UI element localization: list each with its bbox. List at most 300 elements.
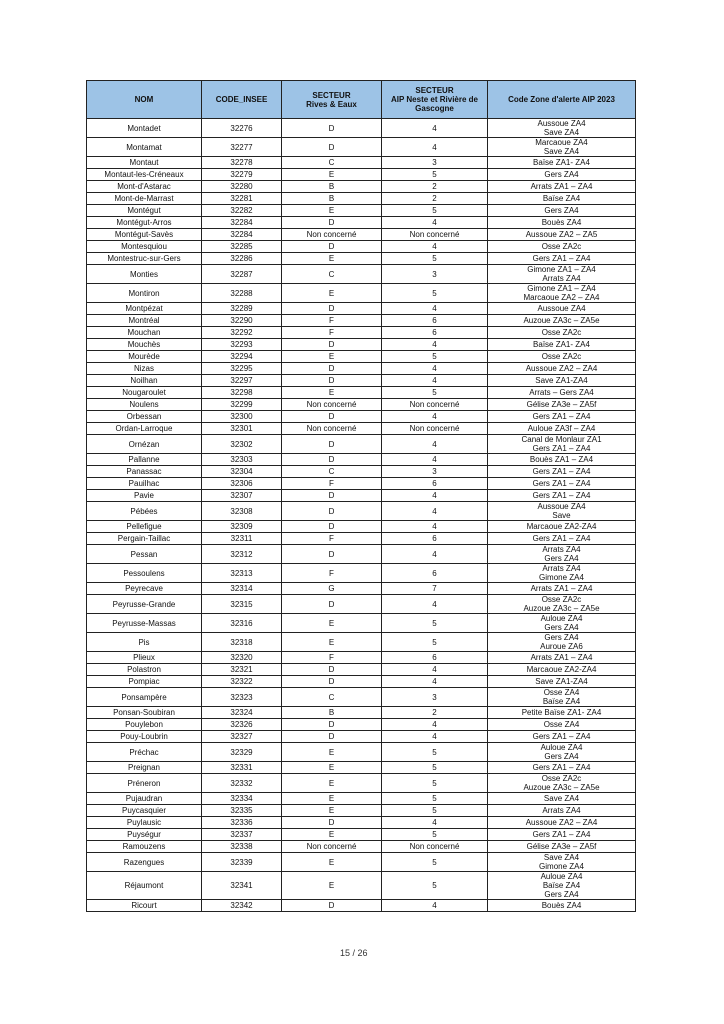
cell-code-insee: 32300 (202, 411, 282, 423)
table-row (87, 138, 636, 157)
header-nom: NOM (87, 81, 202, 119)
header-row (87, 81, 636, 119)
table-row (87, 303, 636, 315)
cell-code-zone-alerte: Arrats ZA1 – ZA4 (488, 583, 636, 595)
cell-nom: Montestruc-sur-Gers (87, 253, 202, 265)
cell-secteur-rives-eaux: D (282, 363, 382, 375)
cell-secteur-aip: 5 (382, 762, 488, 774)
table-row (87, 217, 636, 229)
cell-nom: Montesquiou (87, 241, 202, 253)
cell-code-zone-alerte: Gers ZA4 (488, 169, 636, 181)
table-row (87, 205, 636, 217)
cell-nom: Montaut (87, 157, 202, 169)
cell-code-insee: 32312 (202, 545, 282, 564)
cell-secteur-aip: Non concerné (382, 423, 488, 435)
cell-secteur-rives-eaux: D (282, 595, 382, 614)
cell-code-insee: 32332 (202, 774, 282, 793)
cell-code-zone-alerte: Gers ZA4 Auroue ZA6 (488, 633, 636, 652)
cell-code-insee: 32294 (202, 351, 282, 363)
cell-secteur-aip: 3 (382, 688, 488, 707)
cell-secteur-aip: 4 (382, 375, 488, 387)
cell-nom: Pauilhac (87, 478, 202, 490)
cell-secteur-rives-eaux: D (282, 521, 382, 533)
cell-nom: Pis (87, 633, 202, 652)
cell-code-insee: 32338 (202, 841, 282, 853)
table-row (87, 664, 636, 676)
cell-code-zone-alerte: Auzoue ZA3c – ZA5e (488, 315, 636, 327)
communes-table (86, 80, 636, 912)
cell-secteur-rives-eaux: E (282, 284, 382, 303)
cell-secteur-aip: 4 (382, 454, 488, 466)
cell-secteur-rives-eaux: D (282, 411, 382, 423)
cell-secteur-aip: 3 (382, 466, 488, 478)
cell-secteur-aip: 4 (382, 545, 488, 564)
cell-secteur-aip: 6 (382, 327, 488, 339)
cell-secteur-aip: 5 (382, 853, 488, 872)
cell-nom: Montiron (87, 284, 202, 303)
cell-code-zone-alerte: Auloue ZA4 Gers ZA4 (488, 614, 636, 633)
cell-secteur-rives-eaux: D (282, 138, 382, 157)
cell-secteur-aip: 4 (382, 435, 488, 454)
table-row (87, 762, 636, 774)
cell-secteur-rives-eaux: E (282, 387, 382, 399)
cell-code-zone-alerte: Bouès ZA4 (488, 217, 636, 229)
cell-code-zone-alerte: Aussoue ZA4 (488, 303, 636, 315)
cell-code-insee: 32303 (202, 454, 282, 466)
cell-nom: Pessoulens (87, 564, 202, 583)
cell-nom: Noilhan (87, 375, 202, 387)
cell-secteur-rives-eaux: Non concerné (282, 229, 382, 241)
cell-nom: Puycasquier (87, 805, 202, 817)
cell-code-insee: 32323 (202, 688, 282, 707)
cell-secteur-aip: 5 (382, 805, 488, 817)
cell-secteur-aip: 4 (382, 502, 488, 521)
cell-secteur-aip: 2 (382, 193, 488, 205)
table-row (87, 676, 636, 688)
cell-nom: Razengues (87, 853, 202, 872)
cell-secteur-aip: 5 (382, 829, 488, 841)
cell-code-insee: 32293 (202, 339, 282, 351)
cell-secteur-rives-eaux: F (282, 652, 382, 664)
cell-code-zone-alerte: Save ZA4 (488, 793, 636, 805)
table-row (87, 351, 636, 363)
cell-code-zone-alerte: Gimone ZA1 – ZA4 Arrats ZA4 (488, 265, 636, 284)
cell-secteur-aip: 4 (382, 595, 488, 614)
cell-code-insee: 32320 (202, 652, 282, 664)
cell-nom: Noulens (87, 399, 202, 411)
cell-secteur-rives-eaux: F (282, 327, 382, 339)
cell-code-insee: 32339 (202, 853, 282, 872)
cell-code-zone-alerte: Gélise ZA3e – ZA5f (488, 399, 636, 411)
table-row (87, 327, 636, 339)
cell-nom: Pouy-Loubrin (87, 731, 202, 743)
cell-code-insee: 32322 (202, 676, 282, 688)
cell-secteur-aip: 4 (382, 363, 488, 375)
cell-nom: Ponsampère (87, 688, 202, 707)
cell-nom: Préneron (87, 774, 202, 793)
cell-secteur-rives-eaux: Non concerné (282, 423, 382, 435)
cell-secteur-rives-eaux: E (282, 205, 382, 217)
cell-code-insee: 32316 (202, 614, 282, 633)
cell-secteur-rives-eaux: D (282, 664, 382, 676)
table-row (87, 284, 636, 303)
cell-secteur-aip: 6 (382, 564, 488, 583)
header-code-insee: CODE_INSEE (202, 81, 282, 119)
cell-secteur-aip: 4 (382, 676, 488, 688)
cell-secteur-aip: 4 (382, 900, 488, 912)
cell-code-zone-alerte: Osse ZA2c Auzoue ZA3c – ZA5e (488, 774, 636, 793)
table-row (87, 872, 636, 900)
cell-code-insee: 32281 (202, 193, 282, 205)
cell-secteur-rives-eaux: E (282, 762, 382, 774)
table-row (87, 853, 636, 872)
cell-code-zone-alerte: Gers ZA1 – ZA4 (488, 466, 636, 478)
cell-secteur-rives-eaux: D (282, 303, 382, 315)
cell-code-insee: 32342 (202, 900, 282, 912)
cell-secteur-rives-eaux: F (282, 315, 382, 327)
cell-nom: Mont-d'Astarac (87, 181, 202, 193)
cell-nom: Mouchès (87, 339, 202, 351)
cell-code-zone-alerte: Gers ZA1 – ZA4 (488, 731, 636, 743)
cell-secteur-rives-eaux: D (282, 119, 382, 138)
table-row (87, 829, 636, 841)
cell-secteur-aip: 4 (382, 217, 488, 229)
cell-code-insee: 32301 (202, 423, 282, 435)
cell-code-zone-alerte: Aussoue ZA2 – ZA4 (488, 363, 636, 375)
cell-nom: Plieux (87, 652, 202, 664)
cell-code-zone-alerte: Marcaoue ZA2-ZA4 (488, 664, 636, 676)
table-row (87, 466, 636, 478)
cell-code-zone-alerte: Save ZA1-ZA4 (488, 375, 636, 387)
cell-code-insee: 32292 (202, 327, 282, 339)
header-code-zone-alerte: Code Zone d'alerte AIP 2023 (488, 81, 636, 119)
cell-code-insee: 32329 (202, 743, 282, 762)
cell-secteur-rives-eaux: Non concerné (282, 399, 382, 411)
cell-code-zone-alerte: Gers ZA1 – ZA4 (488, 253, 636, 265)
cell-code-insee: 32298 (202, 387, 282, 399)
table-body (87, 119, 636, 912)
cell-code-insee: 32288 (202, 284, 282, 303)
cell-nom: Ramouzens (87, 841, 202, 853)
cell-code-zone-alerte: Arrats ZA1 – ZA4 (488, 652, 636, 664)
cell-code-zone-alerte: Baïse ZA1- ZA4 (488, 339, 636, 351)
cell-nom: Puységur (87, 829, 202, 841)
cell-code-zone-alerte: Arrats – Gers ZA4 (488, 387, 636, 399)
cell-code-insee: 32276 (202, 119, 282, 138)
cell-code-zone-alerte: Auloue ZA4 Baïse ZA4 Gers ZA4 (488, 872, 636, 900)
cell-nom: Pébées (87, 502, 202, 521)
cell-secteur-rives-eaux: C (282, 265, 382, 284)
cell-secteur-aip: 5 (382, 774, 488, 793)
cell-secteur-aip: 4 (382, 339, 488, 351)
cell-secteur-rives-eaux: B (282, 193, 382, 205)
cell-secteur-rives-eaux: F (282, 564, 382, 583)
cell-code-zone-alerte: Baïse ZA1- ZA4 (488, 157, 636, 169)
cell-secteur-aip: 6 (382, 478, 488, 490)
table-row (87, 502, 636, 521)
table-row (87, 411, 636, 423)
cell-secteur-aip: 5 (382, 284, 488, 303)
cell-code-zone-alerte: Aussoue ZA2 – ZA5 (488, 229, 636, 241)
cell-code-insee: 32335 (202, 805, 282, 817)
table-row (87, 315, 636, 327)
cell-nom: Pompiac (87, 676, 202, 688)
cell-secteur-aip: 4 (382, 138, 488, 157)
cell-secteur-aip: 7 (382, 583, 488, 595)
table-row (87, 707, 636, 719)
cell-secteur-rives-eaux: Non concerné (282, 841, 382, 853)
cell-nom: Préchac (87, 743, 202, 762)
cell-secteur-aip: 5 (382, 793, 488, 805)
cell-code-insee: 32334 (202, 793, 282, 805)
cell-code-insee: 32321 (202, 664, 282, 676)
cell-secteur-rives-eaux: D (282, 241, 382, 253)
cell-code-zone-alerte: Gers ZA1 – ZA4 (488, 829, 636, 841)
cell-secteur-rives-eaux: D (282, 435, 382, 454)
cell-code-zone-alerte: Osse ZA4 Baïse ZA4 (488, 688, 636, 707)
cell-nom: Montadet (87, 119, 202, 138)
cell-nom: Preignan (87, 762, 202, 774)
cell-secteur-aip: Non concerné (382, 841, 488, 853)
cell-code-insee: 32308 (202, 502, 282, 521)
cell-code-insee: 32285 (202, 241, 282, 253)
cell-code-zone-alerte: Aussoue ZA4 Save ZA4 (488, 119, 636, 138)
cell-nom: Pouylebon (87, 719, 202, 731)
cell-code-zone-alerte: Aussoue ZA4 Save (488, 502, 636, 521)
cell-nom: Ornézan (87, 435, 202, 454)
cell-code-zone-alerte: Gers ZA1 – ZA4 (488, 490, 636, 502)
cell-secteur-aip: 5 (382, 614, 488, 633)
cell-secteur-aip: 4 (382, 411, 488, 423)
cell-secteur-rives-eaux: D (282, 339, 382, 351)
header-secteur-rives-eaux: SECTEUR Rives & Eaux (282, 81, 382, 119)
cell-secteur-rives-eaux: C (282, 157, 382, 169)
cell-secteur-rives-eaux: E (282, 253, 382, 265)
cell-code-zone-alerte: Arrats ZA1 – ZA4 (488, 181, 636, 193)
cell-secteur-aip: 2 (382, 181, 488, 193)
cell-secteur-rives-eaux: G (282, 583, 382, 595)
cell-nom: Montaut-les-Créneaux (87, 169, 202, 181)
cell-nom: Monties (87, 265, 202, 284)
cell-code-insee: 32307 (202, 490, 282, 502)
cell-nom: Pallanne (87, 454, 202, 466)
cell-code-insee: 32309 (202, 521, 282, 533)
cell-secteur-aip: 5 (382, 633, 488, 652)
table-row (87, 595, 636, 614)
table-row (87, 564, 636, 583)
cell-code-insee: 32337 (202, 829, 282, 841)
cell-nom: Peyrecave (87, 583, 202, 595)
cell-secteur-rives-eaux: E (282, 872, 382, 900)
table-row (87, 805, 636, 817)
cell-code-insee: 32286 (202, 253, 282, 265)
cell-code-insee: 32280 (202, 181, 282, 193)
cell-code-zone-alerte: Auloue ZA3f – ZA4 (488, 423, 636, 435)
table-row (87, 454, 636, 466)
cell-secteur-aip: Non concerné (382, 229, 488, 241)
cell-code-insee: 32331 (202, 762, 282, 774)
cell-secteur-aip: 4 (382, 119, 488, 138)
cell-code-zone-alerte: Osse ZA2c (488, 351, 636, 363)
cell-code-insee: 32315 (202, 595, 282, 614)
table-row (87, 253, 636, 265)
table-row (87, 478, 636, 490)
cell-nom: Nizas (87, 363, 202, 375)
cell-secteur-aip: 4 (382, 241, 488, 253)
cell-secteur-aip: 4 (382, 490, 488, 502)
cell-code-insee: 32290 (202, 315, 282, 327)
cell-nom: Ordan-Larroque (87, 423, 202, 435)
cell-code-insee: 32287 (202, 265, 282, 284)
table-row (87, 181, 636, 193)
cell-secteur-aip: 4 (382, 521, 488, 533)
cell-code-insee: 32313 (202, 564, 282, 583)
cell-code-insee: 32284 (202, 217, 282, 229)
cell-nom: Panassac (87, 466, 202, 478)
cell-nom: Mourède (87, 351, 202, 363)
cell-code-insee: 32297 (202, 375, 282, 387)
cell-code-zone-alerte: Arrats ZA4 Gimone ZA4 (488, 564, 636, 583)
cell-code-zone-alerte: Bouès ZA1 – ZA4 (488, 454, 636, 466)
cell-nom: Montpézat (87, 303, 202, 315)
cell-nom: Peyrusse-Grande (87, 595, 202, 614)
cell-secteur-rives-eaux: D (282, 502, 382, 521)
table-row (87, 719, 636, 731)
cell-secteur-rives-eaux: C (282, 688, 382, 707)
cell-secteur-aip: 5 (382, 872, 488, 900)
cell-secteur-rives-eaux: E (282, 774, 382, 793)
cell-code-insee: 32314 (202, 583, 282, 595)
cell-secteur-rives-eaux: E (282, 805, 382, 817)
cell-secteur-rives-eaux: E (282, 829, 382, 841)
cell-code-zone-alerte: Gers ZA1 – ZA4 (488, 762, 636, 774)
cell-code-zone-alerte: Save ZA4 Gimone ZA4 (488, 853, 636, 872)
cell-secteur-aip: 4 (382, 731, 488, 743)
table-row (87, 375, 636, 387)
cell-secteur-rives-eaux: F (282, 478, 382, 490)
cell-secteur-aip: 3 (382, 157, 488, 169)
cell-code-zone-alerte: Osse ZA4 (488, 719, 636, 731)
cell-secteur-aip: 5 (382, 205, 488, 217)
table-row (87, 521, 636, 533)
table-row (87, 743, 636, 762)
cell-code-zone-alerte: Gers ZA1 – ZA4 (488, 478, 636, 490)
cell-code-insee: 32326 (202, 719, 282, 731)
table-row (87, 793, 636, 805)
cell-code-zone-alerte: Gers ZA1 – ZA4 (488, 411, 636, 423)
table-row (87, 900, 636, 912)
cell-secteur-aip: 5 (382, 387, 488, 399)
cell-nom: Montégut-Arros (87, 217, 202, 229)
cell-code-zone-alerte: Canal de Monlaur ZA1 Gers ZA1 – ZA4 (488, 435, 636, 454)
cell-code-zone-alerte: Osse ZA2c Auzoue ZA3c – ZA5e (488, 595, 636, 614)
table-row (87, 435, 636, 454)
table-row (87, 423, 636, 435)
cell-nom: Puylausic (87, 817, 202, 829)
table-row (87, 545, 636, 564)
cell-nom: Pergain-Taillac (87, 533, 202, 545)
cell-code-zone-alerte: Aussoue ZA2 – ZA4 (488, 817, 636, 829)
cell-secteur-rives-eaux: D (282, 454, 382, 466)
cell-code-insee: 32327 (202, 731, 282, 743)
table-row (87, 533, 636, 545)
cell-secteur-rives-eaux: E (282, 614, 382, 633)
cell-code-zone-alerte: Baïse ZA4 (488, 193, 636, 205)
cell-secteur-aip: 6 (382, 315, 488, 327)
header-secteur-aip: SECTEUR AIP Neste et Rivière de Gascogne (382, 81, 488, 119)
cell-nom: Montamat (87, 138, 202, 157)
table-row (87, 652, 636, 664)
cell-code-zone-alerte: Auloue ZA4 Gers ZA4 (488, 743, 636, 762)
cell-secteur-aip: 6 (382, 652, 488, 664)
table-row (87, 583, 636, 595)
cell-secteur-rives-eaux: F (282, 533, 382, 545)
cell-secteur-rives-eaux: B (282, 707, 382, 719)
cell-nom: Polastron (87, 664, 202, 676)
cell-code-insee: 32282 (202, 205, 282, 217)
cell-code-zone-alerte: Arrats ZA4 (488, 805, 636, 817)
table-row (87, 688, 636, 707)
cell-secteur-aip: 4 (382, 664, 488, 676)
table-row (87, 399, 636, 411)
cell-nom: Pessan (87, 545, 202, 564)
table-row (87, 229, 636, 241)
table-row (87, 119, 636, 138)
cell-secteur-rives-eaux: D (282, 676, 382, 688)
cell-secteur-aip: 4 (382, 817, 488, 829)
cell-nom: Peyrusse-Massas (87, 614, 202, 633)
cell-nom: Mouchan (87, 327, 202, 339)
cell-code-insee: 32302 (202, 435, 282, 454)
page-number: 15 / 26 (340, 948, 368, 958)
table-row (87, 614, 636, 633)
cell-code-zone-alerte: Gimone ZA1 – ZA4 Marcaoue ZA2 – ZA4 (488, 284, 636, 303)
table-row (87, 241, 636, 253)
cell-secteur-aip: Non concerné (382, 399, 488, 411)
table-row (87, 265, 636, 284)
cell-nom: Montréal (87, 315, 202, 327)
cell-code-zone-alerte: Gers ZA1 – ZA4 (488, 533, 636, 545)
cell-code-zone-alerte: Gélise ZA3e – ZA5f (488, 841, 636, 853)
cell-code-insee: 32311 (202, 533, 282, 545)
table-row (87, 633, 636, 652)
cell-nom: Montégut-Savès (87, 229, 202, 241)
cell-secteur-rives-eaux: D (282, 719, 382, 731)
cell-nom: Pujaudran (87, 793, 202, 805)
cell-secteur-rives-eaux: B (282, 181, 382, 193)
cell-secteur-rives-eaux: D (282, 817, 382, 829)
cell-code-zone-alerte: Gers ZA4 (488, 205, 636, 217)
cell-code-zone-alerte: Marcaoue ZA4 Save ZA4 (488, 138, 636, 157)
cell-secteur-aip: 5 (382, 743, 488, 762)
table-row (87, 817, 636, 829)
cell-secteur-rives-eaux: D (282, 375, 382, 387)
cell-code-insee: 32341 (202, 872, 282, 900)
cell-code-insee: 32295 (202, 363, 282, 375)
table-row (87, 363, 636, 375)
cell-nom: Pavie (87, 490, 202, 502)
cell-code-insee: 32277 (202, 138, 282, 157)
cell-secteur-aip: 5 (382, 169, 488, 181)
cell-secteur-rives-eaux: E (282, 743, 382, 762)
cell-code-insee: 32306 (202, 478, 282, 490)
cell-secteur-aip: 2 (382, 707, 488, 719)
table-row (87, 339, 636, 351)
cell-nom: Réjaumont (87, 872, 202, 900)
cell-code-zone-alerte: Marcaoue ZA2-ZA4 (488, 521, 636, 533)
cell-code-insee: 32299 (202, 399, 282, 411)
cell-secteur-rives-eaux: D (282, 545, 382, 564)
